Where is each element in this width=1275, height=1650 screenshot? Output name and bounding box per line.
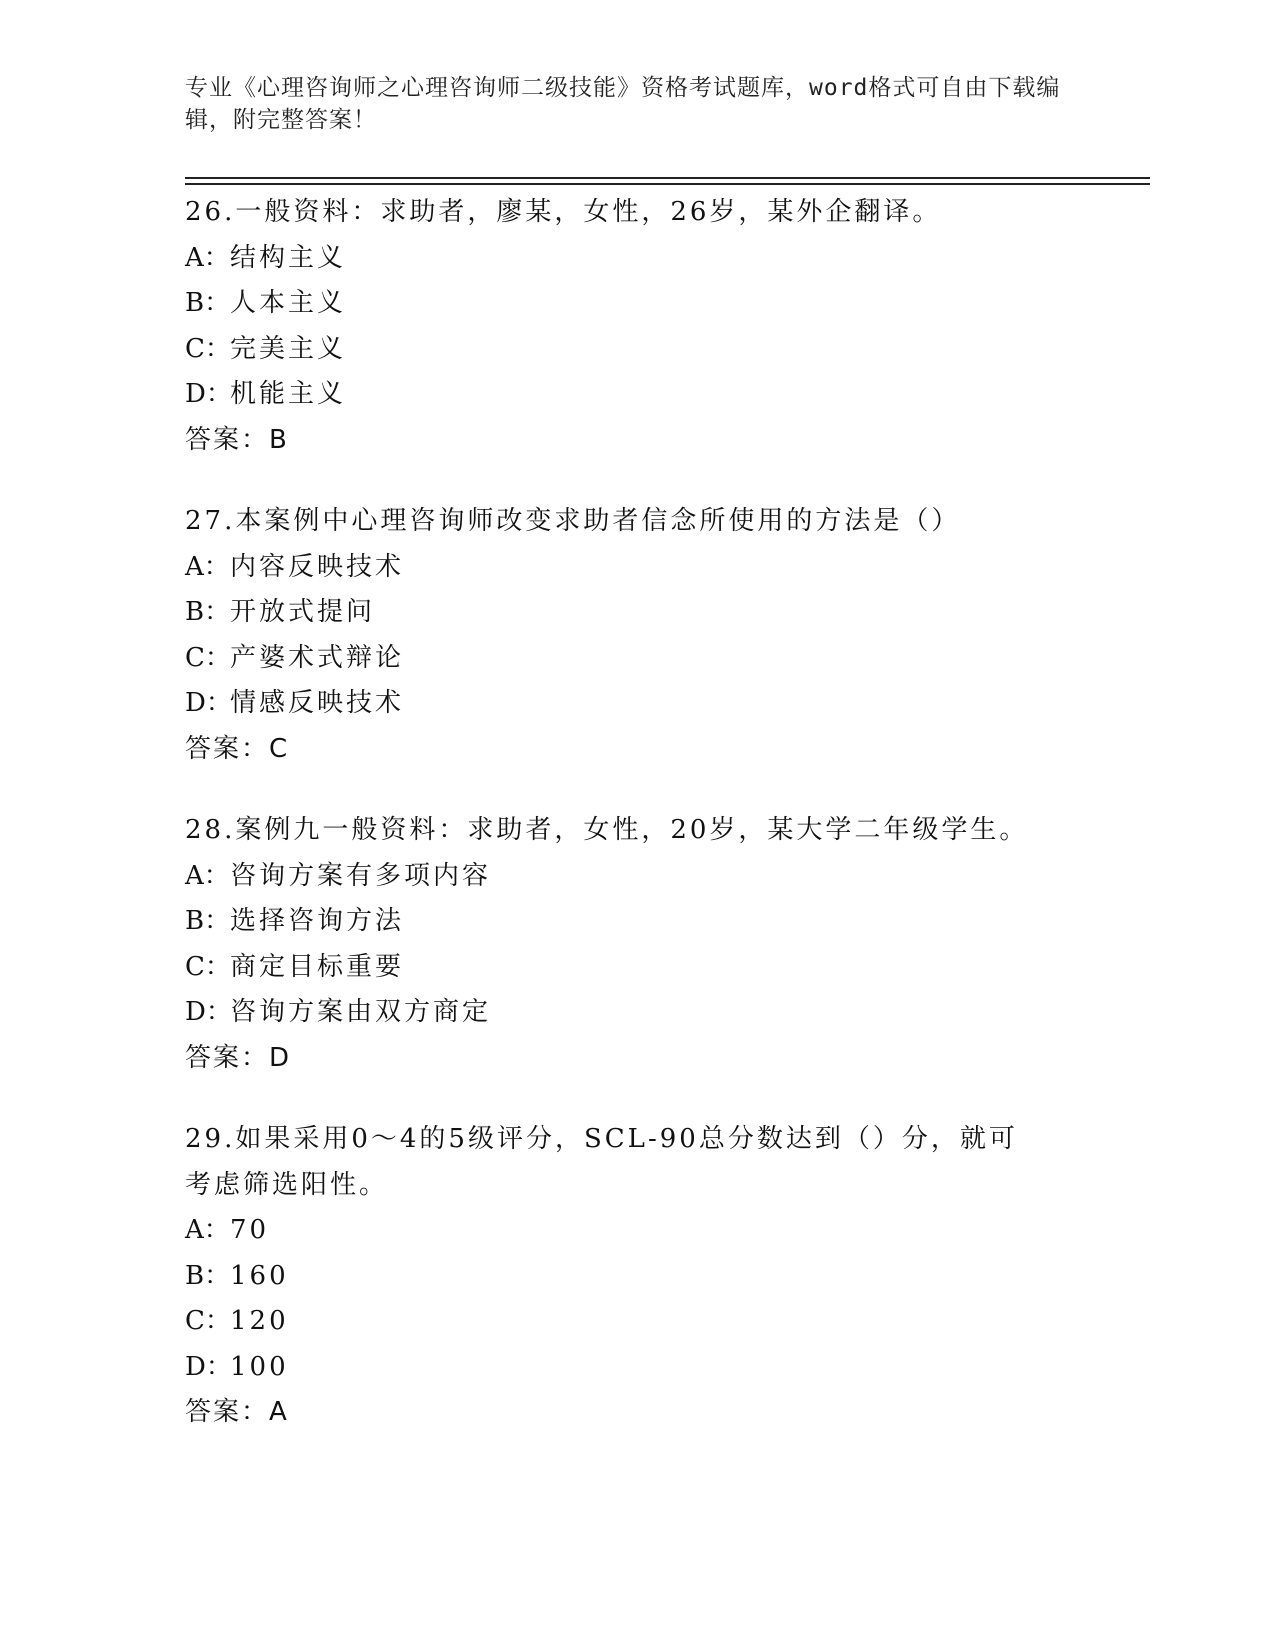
option-letter: A：	[185, 551, 230, 582]
option-letter: B：	[185, 597, 231, 627]
option-c	[185, 1299, 1085, 1345]
option-d	[185, 681, 1085, 727]
option-text: 机能主义	[230, 379, 347, 409]
option-text: 120	[230, 1306, 289, 1336]
option-d	[185, 990, 1085, 1036]
question-list	[185, 190, 1085, 1472]
header-intro-text: 专业《心理咨询师之心理咨询师二级技能》资格考试题库，word格式可自由下载编辑，附完整答案！	[185, 75, 1061, 133]
answer-line: 答案：A	[185, 1397, 289, 1427]
option-letter: B：	[185, 288, 231, 318]
option-text: 完美主义	[230, 333, 347, 364]
answer-line: 答案：B	[185, 424, 289, 455]
question-29	[185, 1117, 1085, 1436]
option-c	[185, 327, 1085, 373]
option-letter: A：	[185, 242, 230, 273]
option-c	[185, 945, 1085, 991]
question-27	[185, 499, 1085, 772]
question-title: 28.案例九一般资料：求助者，女性，20岁，某大学二年级学生。	[185, 815, 1029, 845]
header-divider-bottom	[185, 183, 1150, 185]
option-letter: C：	[185, 1306, 231, 1336]
header-divider-top	[185, 177, 1150, 179]
option-a	[185, 854, 1085, 900]
option-b	[185, 899, 1085, 945]
option-text: 选择咨询方法	[230, 906, 405, 936]
option-letter: D：	[185, 688, 232, 718]
option-letter: B：	[185, 1260, 231, 1291]
option-a	[185, 1208, 1085, 1254]
option-letter: D：	[185, 997, 232, 1027]
option-letter: C：	[185, 333, 231, 364]
question-title: 27.本案例中心理咨询师改变求助者信念所使用的方法是（）	[185, 506, 961, 536]
option-text: 100	[230, 1351, 289, 1382]
option-text: 70	[230, 1215, 270, 1245]
option-b	[185, 1254, 1085, 1300]
option-text: 情感反映技术	[230, 688, 405, 718]
option-text: 160	[230, 1260, 289, 1291]
option-a	[185, 545, 1085, 591]
option-letter: D：	[185, 379, 232, 409]
option-text: 咨询方案有多项内容	[230, 860, 492, 891]
question-28	[185, 808, 1085, 1081]
option-text: 商定目标重要	[230, 951, 405, 982]
option-b	[185, 590, 1085, 636]
option-text: 人本主义	[230, 288, 347, 318]
option-text: 开放式提问	[230, 597, 376, 627]
option-letter: A：	[185, 1215, 230, 1245]
option-text: 产婆术式辩论	[230, 642, 405, 673]
option-d	[185, 372, 1085, 418]
option-d	[185, 1345, 1085, 1391]
question-26	[185, 190, 1085, 463]
option-letter: A：	[185, 860, 230, 891]
answer-line: 答案：C	[185, 733, 290, 764]
option-letter: C：	[185, 642, 231, 673]
option-text: 内容反映技术	[230, 551, 405, 582]
option-letter: C：	[185, 951, 231, 982]
option-text: 咨询方案由双方商定	[230, 997, 492, 1027]
option-letter: B：	[185, 906, 231, 936]
option-a	[185, 236, 1085, 282]
option-letter: D：	[185, 1351, 232, 1382]
option-text: 结构主义	[230, 242, 347, 273]
option-b	[185, 281, 1085, 327]
question-title: 26.一般资料：求助者，廖某，女性，26岁，某外企翻译。	[185, 197, 942, 227]
option-c	[185, 636, 1085, 682]
document-header	[185, 72, 1065, 136]
question-title: 29.如果采用0～4的5级评分，SCL-90总分数达到（）分，就可考虑筛选阳性。	[185, 1124, 1018, 1200]
answer-line: 答案：D	[185, 1042, 292, 1073]
